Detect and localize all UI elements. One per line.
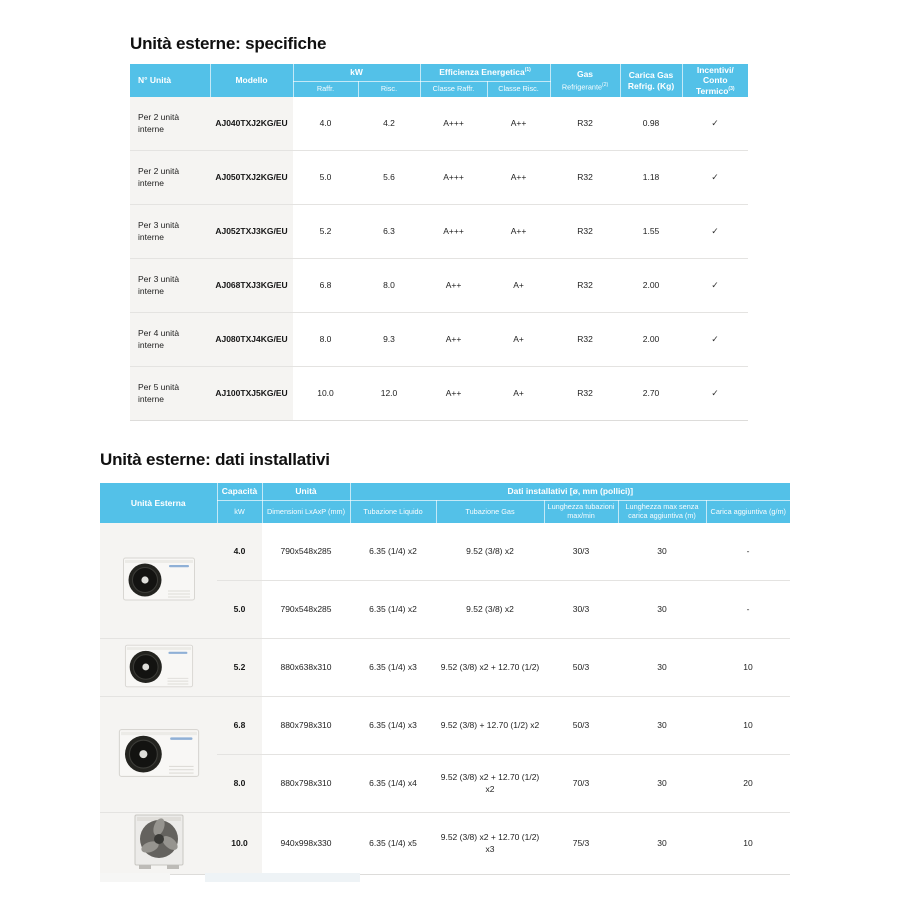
spec-cell-carica: 2.00 [620, 259, 682, 313]
spec-cell-classe-risc: A+ [487, 367, 550, 421]
spec-cell-risc: 6.3 [358, 205, 420, 259]
inst-cell-carica: 10 [706, 813, 790, 875]
outdoor-unit-image-large [100, 697, 217, 813]
spec-footnote-1: (1) [524, 67, 531, 74]
inst-cell-gas: 9.52 (3/8) x2 + 12.70 (1/2) x3 [436, 813, 544, 875]
spec-cell-classe-raffr: A+++ [443, 117, 464, 128]
inst-cell-dimensioni: 790x548x285 [280, 545, 332, 556]
installation-table [100, 483, 790, 875]
inst-cell-max-senza: 30 [618, 755, 706, 813]
inst-subcol-dimensioni: Dimensioni LxAxP (mm) [262, 500, 350, 523]
spec-cell-gas: R32 [550, 313, 620, 367]
inst-cell-capacita: 8.0 [217, 755, 262, 813]
section-title-specifiche: Unità esterne: specifiche [130, 34, 327, 53]
inst-cell-lunghezza: 50/3 [544, 697, 618, 755]
section-title-dati-installativi: Unità esterne: dati installativi [100, 450, 330, 469]
spec-cell-raffr: 4.0 [319, 117, 332, 128]
spec-cell-classe-risc: A++ [487, 205, 550, 259]
inst-cell-max-senza: 30 [618, 813, 706, 875]
spec-cell-raffr: 5.2 [293, 205, 358, 259]
spec-subcol-classe-raffr: Classe Raffr. [420, 81, 487, 97]
inst-header-row-1 [100, 483, 790, 500]
spec-group-efficienza-label: Efficienza Energetica [439, 66, 525, 77]
spec-cell-modello: AJ050TXJ2KG/EU [210, 151, 293, 205]
spec-row [130, 151, 748, 205]
inst-cell-carica: 20 [706, 755, 790, 813]
inst-cell-dimensioni: 940x998x330 [262, 813, 350, 875]
spec-cell-carica: 1.55 [620, 205, 682, 259]
spec-group-kw: kW [293, 64, 420, 81]
inst-group-capacita: Capacità [217, 483, 262, 500]
inst-cell-carica: - [706, 581, 790, 639]
spec-cell-unita: Per 3 unità interne [130, 259, 210, 313]
spec-cell-classe-risc: A++ [510, 117, 527, 128]
spec-incentivi-label: Incentivi/ Conto Termico [695, 64, 734, 96]
cropped-content-fragment [205, 873, 360, 882]
inst-cell-capacita: 10.0 [217, 813, 262, 875]
inst-row [100, 639, 790, 697]
inst-cell-liquido: 6.35 (1/4) x2 [350, 581, 436, 639]
spec-cell-carica: 2.70 [620, 367, 682, 421]
spec-cell-classe-raffr: A+++ [420, 151, 487, 205]
spec-cell-gas: R32 [550, 259, 620, 313]
inst-subcol-lunghezza-max: Lunghezza max senza carica aggiuntiva (m) [618, 500, 706, 523]
spec-cell-gas: R32 [550, 205, 620, 259]
spec-cell-modello: AJ052TXJ3KG/EU [210, 205, 293, 259]
outdoor-unit-illustration [127, 813, 191, 871]
inst-cell-max-senza: 30 [657, 545, 667, 556]
spec-cell-modello: AJ040TXJ2KG/EU [210, 97, 293, 151]
outdoor-unit-image-small [100, 523, 217, 639]
spec-cell-classe-raffr: A+++ [420, 205, 487, 259]
outdoor-unit-image-medium [100, 639, 217, 697]
spec-refrigerante-label: Refrigerante$^{(2)}$ [561, 82, 609, 92]
inst-cell-liquido: 6.35 (1/4) x3 [350, 697, 436, 755]
checkmark-icon: ✓ [682, 367, 748, 421]
spec-cell-modello: AJ068TXJ3KG/EU [210, 259, 293, 313]
inst-subcol-tubazione-gas: Tubazione Gas [436, 500, 544, 523]
inst-row [100, 523, 790, 581]
inst-cell-capacita: 6.8 [217, 697, 262, 755]
inst-cell-carica: - [746, 545, 750, 556]
inst-cell-dimensioni: 880x798x310 [262, 755, 350, 813]
spec-subcol-classe-risc: Classe Risc. [487, 81, 550, 97]
checkmark-icon: ✓ [682, 151, 748, 205]
inst-cell-max-senza: 30 [618, 639, 706, 697]
inst-cell-lunghezza: 30/3 [544, 581, 618, 639]
inst-cell-lunghezza: 50/3 [544, 639, 618, 697]
outdoor-unit-illustration [117, 724, 201, 782]
inst-subcol-carica-aggiuntiva: Carica aggiuntiva (g/m) [706, 500, 790, 523]
inst-row [100, 813, 790, 875]
spec-gas-label: Gas [576, 68, 594, 79]
spec-cell-unita: Per 2 unità interne [130, 97, 210, 151]
spec-subcol-risc: Risc. [358, 81, 420, 97]
spec-cell-carica: 2.00 [620, 313, 682, 367]
inst-cell-lunghezza: 75/3 [544, 813, 618, 875]
inst-cell-liquido: 6.35 (1/4) x4 [350, 755, 436, 813]
spec-cell-unita: Per 2 unità interne [130, 151, 210, 205]
spec-header-row-1 [130, 64, 748, 81]
inst-cell-lunghezza: 70/3 [544, 755, 618, 813]
cropped-content-fragment [100, 873, 170, 882]
spec-col-carica-gas: Carica Gas Refrig. (Kg) [620, 64, 682, 97]
spec-group-efficienza [420, 64, 550, 81]
inst-cell-carica: 10 [706, 639, 790, 697]
inst-cell-gas: 9.52 (3/8) x2 [466, 545, 514, 556]
inst-cell-liquido: 6.35 (1/4) x5 [350, 813, 436, 875]
spec-cell-gas: R32 [550, 367, 620, 421]
inst-subcol-lunghezza-tubazioni: Lunghezza tubazioni max/min [544, 500, 618, 523]
inst-cell-capacita: 5.2 [217, 639, 262, 697]
inst-cell-carica: 10 [706, 697, 790, 755]
spec-cell-risc: 9.3 [358, 313, 420, 367]
inst-group-dati-installativi: Dati installativi [ø, mm (pollici)] [350, 483, 790, 500]
spec-col-incentivi [682, 64, 748, 97]
spec-cell-raffr: 6.8 [293, 259, 358, 313]
outdoor-unit-illustration [122, 553, 196, 605]
inst-cell-liquido: 6.35 (1/4) x3 [350, 639, 436, 697]
spec-cell-carica: 1.18 [620, 151, 682, 205]
spec-col-unita: N° Unità [130, 64, 210, 97]
spec-row [130, 313, 748, 367]
spec-cell-risc: 8.0 [358, 259, 420, 313]
inst-row [100, 697, 790, 755]
spec-cell-classe-risc: A+ [487, 259, 550, 313]
inst-group-unita: Unità [262, 483, 350, 500]
spec-cell-classe-risc: A++ [487, 151, 550, 205]
inst-cell-lunghezza: 30/3 [572, 545, 590, 556]
spec-cell-raffr: 5.0 [293, 151, 358, 205]
spec-cell-classe-raffr: A++ [420, 367, 487, 421]
spec-cell-unita: Per 4 unità interne [130, 313, 210, 367]
spec-row [130, 367, 748, 421]
spec-row [130, 259, 748, 313]
spec-cell-risc: 12.0 [358, 367, 420, 421]
spec-cell-modello: AJ100TXJ5KG/EU [210, 367, 293, 421]
inst-cell-max-senza: 30 [618, 697, 706, 755]
inst-subcol-kw: kW [217, 500, 262, 523]
inst-cell-max-senza: 30 [618, 581, 706, 639]
spec-table [130, 64, 748, 421]
spec-cell-unita: Per 5 unità interne [130, 367, 210, 421]
checkmark-icon: ✓ [711, 118, 719, 129]
inst-cell-dimensioni: 880x798x310 [262, 697, 350, 755]
spec-footnote-3: (3) [728, 85, 735, 92]
spec-cell-classe-raffr: A++ [420, 313, 487, 367]
spec-cell-classe-risc: A+ [487, 313, 550, 367]
spec-cell-risc: 4.2 [383, 117, 395, 128]
inst-cell-dimensioni: 880x638x310 [262, 639, 350, 697]
spec-cell-gas: R32 [550, 151, 620, 205]
spec-cell-unita: Per 3 unità interne [130, 205, 210, 259]
inst-cell-gas: 9.52 (3/8) x2 + 12.70 (1/2) [436, 639, 544, 697]
outdoor-unit-image-tall [100, 813, 217, 875]
spec-subcol-raffr: Raffr. [293, 81, 358, 97]
outdoor-unit-illustration [124, 641, 194, 691]
spec-cell-raffr: 10.0 [293, 367, 358, 421]
inst-cell-capacita: 4.0 [217, 523, 262, 581]
inst-cell-gas: 9.52 (3/8) x2 [436, 581, 544, 639]
spec-cell-raffr: 8.0 [293, 313, 358, 367]
spec-cell-risc: 5.6 [358, 151, 420, 205]
inst-cell-liquido: 6.35 (1/4) x2 [369, 545, 417, 556]
inst-cell-gas: 9.52 (3/8) x2 + 12.70 (1/2) x2 [436, 755, 544, 813]
inst-cell-dimensioni: 790x548x285 [262, 581, 350, 639]
spec-row [130, 205, 748, 259]
inst-subcol-tubazione-liquido: Tubazione Liquido [350, 500, 436, 523]
checkmark-icon: ✓ [682, 313, 748, 367]
spec-col-gas [550, 64, 620, 97]
inst-cell-gas: 9.52 (3/8) + 12.70 (1/2) x2 [436, 697, 544, 755]
inst-col-unita-esterna: Unità Esterna [100, 483, 217, 523]
inst-cell-capacita: 5.0 [217, 581, 262, 639]
checkmark-icon: ✓ [682, 259, 748, 313]
spec-cell-carica: 0.98 [642, 117, 660, 128]
checkmark-icon: ✓ [682, 205, 748, 259]
spec-cell-gas: R32 [577, 117, 593, 128]
spec-cell-modello: AJ080TXJ4KG/EU [210, 313, 293, 367]
spec-cell-classe-raffr: A++ [420, 259, 487, 313]
spec-col-modello: Modello [210, 64, 293, 97]
spec-row [130, 97, 748, 151]
